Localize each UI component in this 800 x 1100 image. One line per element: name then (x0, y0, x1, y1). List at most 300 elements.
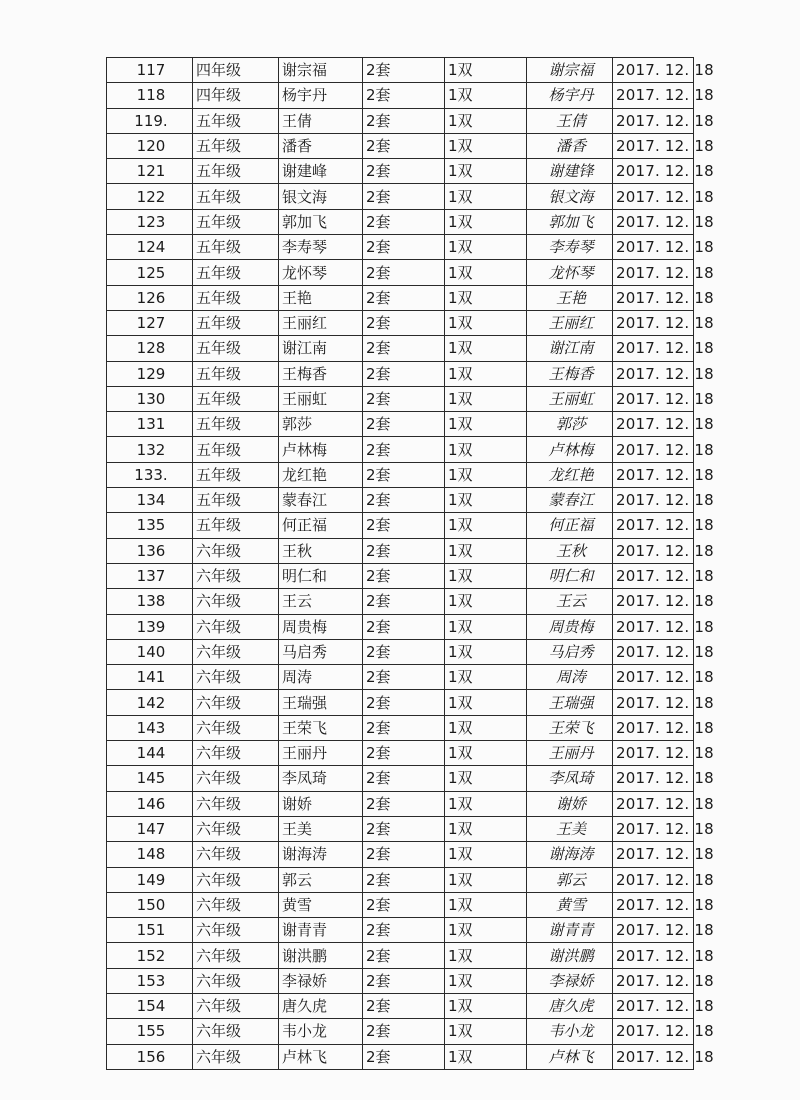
date-cell: 2017. 12. 18 (613, 563, 694, 588)
table-row (107, 1044, 694, 1069)
student-name-cell: 王丽丹 (279, 741, 363, 766)
table-row (107, 816, 694, 841)
row-number-cell: 140 (107, 639, 193, 664)
table-row (107, 741, 694, 766)
grade-cell: 五年级 (193, 285, 279, 310)
student-name-cell: 李寿琴 (279, 235, 363, 260)
student-name-cell: 何正福 (279, 513, 363, 538)
sets-quantity-cell: 2套 (363, 665, 445, 690)
row-number-cell: 143 (107, 715, 193, 740)
date-cell: 2017. 12. 18 (613, 285, 694, 310)
handwritten-signature-cell: 郭加飞 (527, 209, 613, 234)
pairs-quantity-cell: 1双 (445, 361, 527, 386)
student-name-cell: 谢娇 (279, 791, 363, 816)
handwritten-signature-cell: 谢海涛 (527, 842, 613, 867)
sets-quantity-cell: 2套 (363, 336, 445, 361)
student-name-cell: 谢宗福 (279, 58, 363, 83)
pairs-quantity-cell: 1双 (445, 159, 527, 184)
date-cell: 2017. 12. 18 (613, 412, 694, 437)
row-number-cell: 144 (107, 741, 193, 766)
row-number-cell: 141 (107, 665, 193, 690)
pairs-quantity-cell: 1双 (445, 133, 527, 158)
student-name-cell: 潘香 (279, 133, 363, 158)
date-cell: 2017. 12. 18 (613, 336, 694, 361)
pairs-quantity-cell: 1双 (445, 285, 527, 310)
pairs-quantity-cell: 1双 (445, 58, 527, 83)
pairs-quantity-cell: 1双 (445, 513, 527, 538)
table-row (107, 437, 694, 462)
sets-quantity-cell: 2套 (363, 993, 445, 1018)
grade-cell: 六年级 (193, 943, 279, 968)
row-number-cell: 142 (107, 690, 193, 715)
table-row (107, 538, 694, 563)
date-cell: 2017. 12. 18 (613, 968, 694, 993)
sets-quantity-cell: 2套 (363, 462, 445, 487)
handwritten-signature-cell: 杨宇丹 (527, 83, 613, 108)
pairs-quantity-cell: 1双 (445, 83, 527, 108)
date-cell: 2017. 12. 18 (613, 665, 694, 690)
grade-cell: 六年级 (193, 741, 279, 766)
table-row (107, 968, 694, 993)
handwritten-signature-cell: 周贵梅 (527, 614, 613, 639)
handwritten-signature-cell: 龙怀琴 (527, 260, 613, 285)
grade-cell: 六年级 (193, 892, 279, 917)
row-number-cell: 133. (107, 462, 193, 487)
sets-quantity-cell: 2套 (363, 690, 445, 715)
grade-cell: 五年级 (193, 361, 279, 386)
grade-cell: 六年级 (193, 842, 279, 867)
date-cell: 2017. 12. 18 (613, 639, 694, 664)
student-name-cell: 王美 (279, 816, 363, 841)
date-cell: 2017. 12. 18 (613, 133, 694, 158)
row-number-cell: 119. (107, 108, 193, 133)
sets-quantity-cell: 2套 (363, 513, 445, 538)
handwritten-signature-cell: 郭云 (527, 867, 613, 892)
row-number-cell: 120 (107, 133, 193, 158)
student-name-cell: 周涛 (279, 665, 363, 690)
handwritten-signature-cell: 马启秀 (527, 639, 613, 664)
sets-quantity-cell: 2套 (363, 943, 445, 968)
grade-cell: 六年级 (193, 1044, 279, 1069)
student-name-cell: 王云 (279, 589, 363, 614)
pairs-quantity-cell: 1双 (445, 665, 527, 690)
sets-quantity-cell: 2套 (363, 310, 445, 335)
pairs-quantity-cell: 1双 (445, 993, 527, 1018)
row-number-cell: 137 (107, 563, 193, 588)
row-number-cell: 124 (107, 235, 193, 260)
student-name-cell: 卢林梅 (279, 437, 363, 462)
row-number-cell: 122 (107, 184, 193, 209)
date-cell: 2017. 12. 18 (613, 766, 694, 791)
table-row (107, 108, 694, 133)
pairs-quantity-cell: 1双 (445, 1044, 527, 1069)
table-row (107, 614, 694, 639)
row-number-cell: 155 (107, 1019, 193, 1044)
table-row (107, 918, 694, 943)
sets-quantity-cell: 2套 (363, 184, 445, 209)
date-cell: 2017. 12. 18 (613, 108, 694, 133)
date-cell: 2017. 12. 18 (613, 741, 694, 766)
pairs-quantity-cell: 1双 (445, 867, 527, 892)
grade-cell: 六年级 (193, 918, 279, 943)
table-row (107, 361, 694, 386)
grade-cell: 五年级 (193, 437, 279, 462)
student-name-cell: 王秋 (279, 538, 363, 563)
pairs-quantity-cell: 1双 (445, 918, 527, 943)
grade-cell: 五年级 (193, 488, 279, 513)
date-cell: 2017. 12. 18 (613, 892, 694, 917)
sets-quantity-cell: 2套 (363, 412, 445, 437)
student-name-cell: 王倩 (279, 108, 363, 133)
grade-cell: 六年级 (193, 766, 279, 791)
student-name-cell: 龙红艳 (279, 462, 363, 487)
handwritten-signature-cell: 王丽红 (527, 310, 613, 335)
table-row (107, 133, 694, 158)
table-row (107, 589, 694, 614)
grade-cell: 六年级 (193, 563, 279, 588)
handwritten-signature-cell: 谢江南 (527, 336, 613, 361)
date-cell: 2017. 12. 18 (613, 791, 694, 816)
handwritten-signature-cell: 谢洪鹏 (527, 943, 613, 968)
student-name-cell: 谢建峰 (279, 159, 363, 184)
student-name-cell: 郭云 (279, 867, 363, 892)
distribution-table-container (106, 57, 714, 1066)
date-cell: 2017. 12. 18 (613, 462, 694, 487)
table-row (107, 488, 694, 513)
date-cell: 2017. 12. 18 (613, 690, 694, 715)
table-row (107, 310, 694, 335)
student-name-cell: 王艳 (279, 285, 363, 310)
row-number-cell: 152 (107, 943, 193, 968)
table-row (107, 58, 694, 83)
sets-quantity-cell: 2套 (363, 968, 445, 993)
student-name-cell: 李凤琦 (279, 766, 363, 791)
table-row (107, 209, 694, 234)
row-number-cell: 117 (107, 58, 193, 83)
row-number-cell: 131 (107, 412, 193, 437)
sets-quantity-cell: 2套 (363, 108, 445, 133)
sets-quantity-cell: 2套 (363, 715, 445, 740)
row-number-cell: 145 (107, 766, 193, 791)
grade-cell: 六年级 (193, 1019, 279, 1044)
table-row (107, 563, 694, 588)
date-cell: 2017. 12. 18 (613, 1019, 694, 1044)
handwritten-signature-cell: 唐久虎 (527, 993, 613, 1018)
date-cell: 2017. 12. 18 (613, 488, 694, 513)
grade-cell: 六年级 (193, 538, 279, 563)
sets-quantity-cell: 2套 (363, 159, 445, 184)
table-row (107, 766, 694, 791)
pairs-quantity-cell: 1双 (445, 209, 527, 234)
date-cell: 2017. 12. 18 (613, 260, 694, 285)
grade-cell: 五年级 (193, 462, 279, 487)
grade-cell: 五年级 (193, 412, 279, 437)
handwritten-signature-cell: 李禄娇 (527, 968, 613, 993)
handwritten-signature-cell: 卢林梅 (527, 437, 613, 462)
row-number-cell: 153 (107, 968, 193, 993)
handwritten-signature-cell: 王丽虹 (527, 386, 613, 411)
row-number-cell: 149 (107, 867, 193, 892)
row-number-cell: 123 (107, 209, 193, 234)
row-number-cell: 150 (107, 892, 193, 917)
student-name-cell: 王丽虹 (279, 386, 363, 411)
sets-quantity-cell: 2套 (363, 563, 445, 588)
date-cell: 2017. 12. 18 (613, 993, 694, 1018)
pairs-quantity-cell: 1双 (445, 1019, 527, 1044)
handwritten-signature-cell: 卢林飞 (527, 1044, 613, 1069)
student-name-cell: 韦小龙 (279, 1019, 363, 1044)
student-name-cell: 郭莎 (279, 412, 363, 437)
pairs-quantity-cell: 1双 (445, 386, 527, 411)
pairs-quantity-cell: 1双 (445, 488, 527, 513)
sets-quantity-cell: 2套 (363, 842, 445, 867)
pairs-quantity-cell: 1双 (445, 589, 527, 614)
sets-quantity-cell: 2套 (363, 892, 445, 917)
pairs-quantity-cell: 1双 (445, 614, 527, 639)
sets-quantity-cell: 2套 (363, 1019, 445, 1044)
date-cell: 2017. 12. 18 (613, 235, 694, 260)
pairs-quantity-cell: 1双 (445, 538, 527, 563)
handwritten-signature-cell: 李寿琴 (527, 235, 613, 260)
sets-quantity-cell: 2套 (363, 488, 445, 513)
student-name-cell: 龙怀琴 (279, 260, 363, 285)
sets-quantity-cell: 2套 (363, 235, 445, 260)
table-body (107, 58, 714, 1070)
handwritten-signature-cell: 黄雪 (527, 892, 613, 917)
row-number-cell: 130 (107, 386, 193, 411)
pairs-quantity-cell: 1双 (445, 816, 527, 841)
pairs-quantity-cell: 1双 (445, 412, 527, 437)
pairs-quantity-cell: 1双 (445, 842, 527, 867)
date-cell: 2017. 12. 18 (613, 83, 694, 108)
row-number-cell: 129 (107, 361, 193, 386)
row-number-cell: 128 (107, 336, 193, 361)
handwritten-signature-cell: 周涛 (527, 665, 613, 690)
date-cell: 2017. 12. 18 (613, 58, 694, 83)
table-row (107, 993, 694, 1018)
sets-quantity-cell: 2套 (363, 260, 445, 285)
pairs-quantity-cell: 1双 (445, 741, 527, 766)
date-cell: 2017. 12. 18 (613, 513, 694, 538)
pairs-quantity-cell: 1双 (445, 892, 527, 917)
date-cell: 2017. 12. 18 (613, 918, 694, 943)
row-number-cell: 151 (107, 918, 193, 943)
table-row (107, 943, 694, 968)
sets-quantity-cell: 2套 (363, 437, 445, 462)
pairs-quantity-cell: 1双 (445, 968, 527, 993)
table-row (107, 412, 694, 437)
sets-quantity-cell: 2套 (363, 133, 445, 158)
grade-cell: 六年级 (193, 867, 279, 892)
table-row (107, 842, 694, 867)
pairs-quantity-cell: 1双 (445, 690, 527, 715)
pairs-quantity-cell: 1双 (445, 462, 527, 487)
table-row (107, 513, 694, 538)
sets-quantity-cell: 2套 (363, 83, 445, 108)
date-cell: 2017. 12. 18 (613, 943, 694, 968)
handwritten-signature-cell: 龙红艳 (527, 462, 613, 487)
table-row (107, 285, 694, 310)
pairs-quantity-cell: 1双 (445, 184, 527, 209)
grade-cell: 六年级 (193, 589, 279, 614)
date-cell: 2017. 12. 18 (613, 589, 694, 614)
handwritten-signature-cell: 何正福 (527, 513, 613, 538)
table-row (107, 235, 694, 260)
grade-cell: 五年级 (193, 336, 279, 361)
table-row (107, 1019, 694, 1044)
date-cell: 2017. 12. 18 (613, 386, 694, 411)
date-cell: 2017. 12. 18 (613, 842, 694, 867)
sets-quantity-cell: 2套 (363, 791, 445, 816)
row-number-cell: 146 (107, 791, 193, 816)
handwritten-signature-cell: 王秋 (527, 538, 613, 563)
distribution-table (106, 57, 714, 1070)
handwritten-signature-cell: 王瑞强 (527, 690, 613, 715)
handwritten-signature-cell: 王丽丹 (527, 741, 613, 766)
student-name-cell: 马启秀 (279, 639, 363, 664)
handwritten-signature-cell: 李凤琦 (527, 766, 613, 791)
grade-cell: 五年级 (193, 108, 279, 133)
handwritten-signature-cell: 谢青青 (527, 918, 613, 943)
pairs-quantity-cell: 1双 (445, 108, 527, 133)
table-row (107, 336, 694, 361)
table-row (107, 791, 694, 816)
sets-quantity-cell: 2套 (363, 766, 445, 791)
pairs-quantity-cell: 1双 (445, 235, 527, 260)
date-cell: 2017. 12. 18 (613, 867, 694, 892)
grade-cell: 六年级 (193, 816, 279, 841)
handwritten-signature-cell: 谢宗福 (527, 58, 613, 83)
grade-cell: 五年级 (193, 184, 279, 209)
grade-cell: 四年级 (193, 58, 279, 83)
student-name-cell: 黄雪 (279, 892, 363, 917)
handwritten-signature-cell: 蒙春江 (527, 488, 613, 513)
sets-quantity-cell: 2套 (363, 58, 445, 83)
row-number-cell: 132 (107, 437, 193, 462)
date-cell: 2017. 12. 18 (613, 209, 694, 234)
handwritten-signature-cell: 王梅香 (527, 361, 613, 386)
date-cell: 2017. 12. 18 (613, 159, 694, 184)
student-name-cell: 明仁和 (279, 563, 363, 588)
row-number-cell: 121 (107, 159, 193, 184)
date-cell: 2017. 12. 18 (613, 538, 694, 563)
student-name-cell: 卢林飞 (279, 1044, 363, 1069)
pairs-quantity-cell: 1双 (445, 766, 527, 791)
handwritten-signature-cell: 郭莎 (527, 412, 613, 437)
date-cell: 2017. 12. 18 (613, 437, 694, 462)
table-row (107, 260, 694, 285)
date-cell: 2017. 12. 18 (613, 614, 694, 639)
grade-cell: 六年级 (193, 614, 279, 639)
sets-quantity-cell: 2套 (363, 867, 445, 892)
grade-cell: 五年级 (193, 260, 279, 285)
pairs-quantity-cell: 1双 (445, 715, 527, 740)
pairs-quantity-cell: 1双 (445, 437, 527, 462)
student-name-cell: 王梅香 (279, 361, 363, 386)
sets-quantity-cell: 2套 (363, 816, 445, 841)
grade-cell: 六年级 (193, 993, 279, 1018)
sets-quantity-cell: 2套 (363, 209, 445, 234)
row-number-cell: 138 (107, 589, 193, 614)
handwritten-signature-cell: 王艳 (527, 285, 613, 310)
row-number-cell: 135 (107, 513, 193, 538)
handwritten-signature-cell: 明仁和 (527, 563, 613, 588)
student-name-cell: 唐久虎 (279, 993, 363, 1018)
handwritten-signature-cell: 韦小龙 (527, 1019, 613, 1044)
table-row (107, 184, 694, 209)
handwritten-signature-cell: 谢建锋 (527, 159, 613, 184)
date-cell: 2017. 12. 18 (613, 184, 694, 209)
sets-quantity-cell: 2套 (363, 361, 445, 386)
table-row (107, 690, 694, 715)
sets-quantity-cell: 2套 (363, 1044, 445, 1069)
student-name-cell: 蒙春江 (279, 488, 363, 513)
student-name-cell: 杨宇丹 (279, 83, 363, 108)
row-number-cell: 127 (107, 310, 193, 335)
table-row (107, 83, 694, 108)
sets-quantity-cell: 2套 (363, 538, 445, 563)
student-name-cell: 王荣飞 (279, 715, 363, 740)
grade-cell: 六年级 (193, 665, 279, 690)
date-cell: 2017. 12. 18 (613, 361, 694, 386)
table-row (107, 462, 694, 487)
row-number-cell: 139 (107, 614, 193, 639)
table-row (107, 892, 694, 917)
grade-cell: 六年级 (193, 715, 279, 740)
row-number-cell: 125 (107, 260, 193, 285)
handwritten-signature-cell: 谢娇 (527, 791, 613, 816)
student-name-cell: 郭加飞 (279, 209, 363, 234)
table-row (107, 159, 694, 184)
grade-cell: 五年级 (193, 386, 279, 411)
handwritten-signature-cell: 潘香 (527, 133, 613, 158)
table-row (107, 639, 694, 664)
grade-cell: 五年级 (193, 235, 279, 260)
handwritten-signature-cell: 王美 (527, 816, 613, 841)
row-number-cell: 156 (107, 1044, 193, 1069)
grade-cell: 六年级 (193, 690, 279, 715)
student-name-cell: 谢海涛 (279, 842, 363, 867)
handwritten-signature-cell: 王云 (527, 589, 613, 614)
row-number-cell: 134 (107, 488, 193, 513)
student-name-cell: 银文海 (279, 184, 363, 209)
sets-quantity-cell: 2套 (363, 285, 445, 310)
date-cell: 2017. 12. 18 (613, 715, 694, 740)
sets-quantity-cell: 2套 (363, 614, 445, 639)
pairs-quantity-cell: 1双 (445, 639, 527, 664)
date-cell: 2017. 12. 18 (613, 816, 694, 841)
sets-quantity-cell: 2套 (363, 639, 445, 664)
date-cell: 2017. 12. 18 (613, 310, 694, 335)
sets-quantity-cell: 2套 (363, 918, 445, 943)
table-row (107, 665, 694, 690)
grade-cell: 五年级 (193, 133, 279, 158)
handwritten-signature-cell: 王倩 (527, 108, 613, 133)
pairs-quantity-cell: 1双 (445, 791, 527, 816)
student-name-cell: 谢江南 (279, 336, 363, 361)
row-number-cell: 118 (107, 83, 193, 108)
student-name-cell: 谢青青 (279, 918, 363, 943)
grade-cell: 六年级 (193, 968, 279, 993)
student-name-cell: 周贵梅 (279, 614, 363, 639)
row-number-cell: 136 (107, 538, 193, 563)
grade-cell: 五年级 (193, 209, 279, 234)
grade-cell: 五年级 (193, 310, 279, 335)
date-cell: 2017. 12. 18 (613, 1044, 694, 1069)
grade-cell: 四年级 (193, 83, 279, 108)
student-name-cell: 谢洪鹏 (279, 943, 363, 968)
pairs-quantity-cell: 1双 (445, 563, 527, 588)
